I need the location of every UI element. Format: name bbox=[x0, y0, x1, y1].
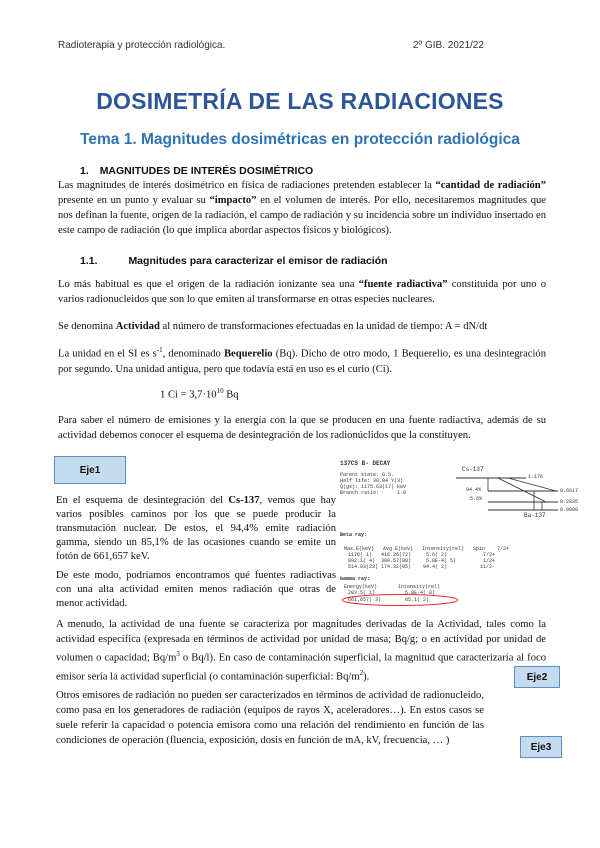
gamma-highlight-ellipse bbox=[338, 592, 468, 608]
section-1-1-heading bbox=[80, 255, 388, 267]
beta-row-2: 892.1( 4) 300.57(88) 5.8E-4( 5) 1/2+ bbox=[348, 558, 496, 564]
section-1-paragraph: Las magnitudes de interés dosimétrico en física de radiaciones pretenden establecer la “cantidad de radiación” presente en un punto y evaluar su “impacto” en el volumen de interés. Por ello, necesitaremos magnitudes que nos definan la fuente, origen de la radiación, el campo de radiación y su incidencia sobre un individuo insertado en este campo de radiación (lo que implica abordar aspectos físicos y biológicos). bbox=[58, 180, 546, 236]
header-right: 2º GIB. 2021/22 bbox=[413, 40, 484, 51]
section-1-title: MAGNITUDES DE INTERÉS DOSIMÉTRICO bbox=[99, 165, 314, 177]
eje3-label: Eje3 bbox=[520, 736, 562, 758]
level-label-2: 0.2835 bbox=[560, 499, 579, 505]
paragraph-bequerelio: La unidad en el SI es $s^{-1}$, denominado Bequerelio (Bq). Dicho de otro modo, 1 Bequerelio, es una desintegración por segundo. Una unidad antigua, pero que todavía está en uso es el curio (Ci). bbox=[58, 346, 547, 375]
eje1-label: Eje1 bbox=[54, 456, 126, 484]
paragraph-actividad: Se denomina Actividad al número de transformaciones efectuadas en la unidad de tiempo: A = dN/dt bbox=[58, 321, 488, 332]
beta-row-1: 1176( 1) 416.26(72) 5.6( 2) 7/2+ bbox=[348, 552, 496, 558]
paragraph-esquema: Para saber el número de emisiones y la energía con la que se producen en una fuente radiactiva, además de su actividad debemos conocer el esquema de desintegración de los radionúclidos que la constituyen. bbox=[58, 415, 546, 441]
branch-label-2: 94.4% bbox=[466, 487, 482, 493]
paragraph-fuentes: De este modo, podríamos encontramos qué fuentes radiactivas con una alta actividad emiten menos radiación que otras de menor actividad. bbox=[56, 570, 336, 609]
gamma-columns: Energy(keV) Intensity(rel) bbox=[344, 584, 441, 590]
level-label-1: 0.6617 bbox=[560, 488, 579, 494]
parent-nuclide: Cs-137 bbox=[462, 466, 484, 473]
section-1-1-number: 1.1. bbox=[80, 255, 98, 267]
gamma-row-2: 661.657( 3) 85.1( 2) bbox=[348, 597, 430, 603]
gamma-header: Gamma ray: bbox=[340, 576, 371, 582]
formula-curio: 1 $Ci = 3,7\cdot 10^{10}$ Bq bbox=[160, 387, 239, 401]
beta-columns: Max.E(keV) Avg.E(keV) Intensity(rel) Spin 7/2+ bbox=[344, 546, 510, 552]
paragraph-generadores: Otros emisores de radiación no pueden ser caracterizados en términos de actividad de radionucleido, como pasa en los generadores de radiación (equipos de rayos X, aceleradores…). En estos casos se suele referir la capacidad o potencia emisora como una relación del rendimiento en función de las condiciones de operación (fluencia, exposición, dosis en función de mA, kV, frecuencia, … ) bbox=[56, 690, 484, 746]
figure-line-2: Half life: 30.04 Y(3) bbox=[340, 478, 404, 484]
beta-row-3: 514.03(23) 174.32(05) 94.4( 2) 11/2- bbox=[348, 564, 496, 570]
paragraph-fuente-radiactiva: Lo más habitual es que el origen de la radiación ionizante sea una “fuente radiactiva” constituida por uno o varios radionucleidos que son lo que emiten al transformarse en otras especies nucleares. bbox=[58, 279, 546, 305]
figure-line-4: Branch ratio: 1.0 bbox=[340, 490, 407, 496]
paragraph-cs137: En el esquema de desintegración del Cs-137, vemos que hay varios posibles caminos por los que se puede producir la transmutación nuclear. De estos, el 94,4% emite radiación gamma, siendo un 85,1% de las ocasiones cuando se emite un fotón de 661,657 keV. bbox=[56, 495, 336, 562]
section-1-heading bbox=[80, 165, 313, 177]
figure-title: 137CS B- DECAY bbox=[340, 460, 391, 467]
header-left: Radioterapia y protección radiológica. bbox=[58, 40, 226, 51]
paragraph-actividad-especifica: A menudo, la actividad de una fuente se caracteriza por magnitudes derivadas de la Actividad, tales como la actividad específica (expresada en términos de actividad por unidad de masa; Bq/g; o en actividad por unidad de volumen o capacidad; $Bq/m^3$ o Bq/l). En caso de contaminación superficial, la magnitud que caracterizaría al foco emisor sería la actividad superficial (o contaminación superficial: $Bq/m^2$). bbox=[56, 619, 546, 683]
branch-label-3: 1.176 bbox=[528, 474, 544, 480]
eje2-label: Eje2 bbox=[514, 666, 560, 688]
section-1-number: 1. bbox=[80, 165, 89, 177]
beta-header: Beta ray: bbox=[340, 532, 368, 538]
daughter-nuclide: Ba-137 bbox=[524, 512, 546, 519]
section-1-1-title: Magnitudes para caracterizar el emisor de radiación bbox=[128, 255, 388, 267]
figure-line-3: Q(gs): 1175.63(17) keV bbox=[340, 484, 407, 490]
level-label-3: 0.0000 bbox=[560, 507, 579, 513]
document-title: DOSIMETRÍA DE LAS RADIACIONES bbox=[96, 88, 504, 114]
decay-scheme-figure bbox=[338, 458, 588, 608]
gamma-row-1: 283.5( 1) 5.8E-4( 8) bbox=[348, 590, 436, 596]
figure-line-1: Parent state: G.S. bbox=[340, 472, 395, 478]
branch-label-1: 5.6% bbox=[470, 496, 483, 502]
document-subtitle: Tema 1. Magnitudes dosimétricas en protección radiológica bbox=[80, 131, 520, 148]
